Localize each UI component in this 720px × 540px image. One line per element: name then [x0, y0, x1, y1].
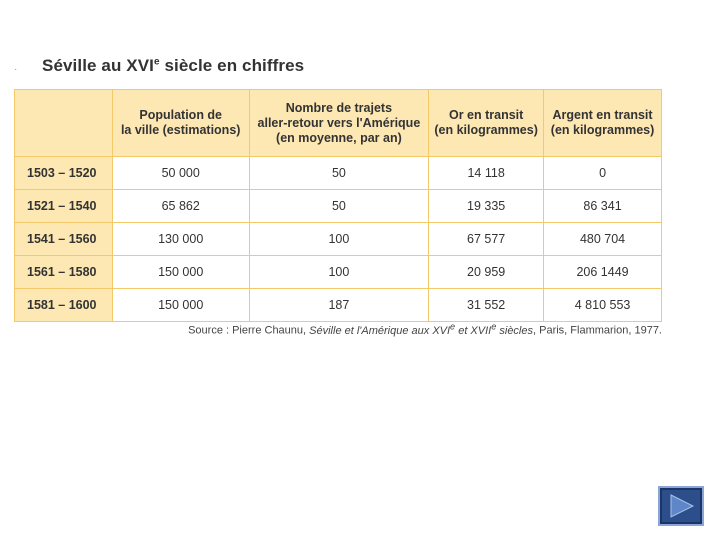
- statistics-table: [14, 89, 662, 322]
- table-row: [15, 289, 662, 322]
- cell-silver: 86 341: [544, 190, 662, 223]
- header-silver: Argent en transit (en kilogrammes): [544, 90, 662, 157]
- row-period: 1581 – 1600: [15, 289, 113, 322]
- cell-silver: 480 704: [544, 223, 662, 256]
- table-row: [15, 157, 662, 190]
- cell-population: 150 000: [112, 256, 249, 289]
- cell-population: 130 000: [112, 223, 249, 256]
- table-row: [15, 256, 662, 289]
- source-citation: Source : Pierre Chaunu, Séville et l'Amérique aux XVIe et XVIIe siècles, Paris, Flammarion, 1977.: [188, 321, 662, 337]
- row-period: 1561 – 1580: [15, 256, 113, 289]
- header-trips: Nombre de trajets aller-retour vers l'Amérique (en moyenne, par an): [249, 90, 429, 157]
- cell-population: 50 000: [112, 157, 249, 190]
- cell-trips: 50: [249, 190, 429, 223]
- cell-gold: 20 959: [429, 256, 544, 289]
- row-period: 1521 – 1540: [15, 190, 113, 223]
- cell-gold: 19 335: [429, 190, 544, 223]
- cell-silver: 4 810 553: [544, 289, 662, 322]
- cell-trips: 187: [249, 289, 429, 322]
- header-gold: Or en transit (en kilogrammes): [429, 90, 544, 157]
- table-row: [15, 190, 662, 223]
- cell-silver: 0: [544, 157, 662, 190]
- cell-gold: 14 118: [429, 157, 544, 190]
- header-population: Population de la ville (estimations): [112, 90, 249, 157]
- source-book-title: Séville et l'Amérique aux XVIe et XVIIe siècles: [309, 321, 533, 337]
- next-slide-button[interactable]: [658, 486, 704, 526]
- page-title: Séville au XVIe siècle en chiffres: [42, 56, 305, 75]
- cell-trips: 100: [249, 223, 429, 256]
- play-triangle-icon: [667, 493, 695, 519]
- cell-gold: 67 577: [429, 223, 544, 256]
- table-row: [15, 223, 662, 256]
- cell-population: 150 000: [112, 289, 249, 322]
- header-corner: [15, 90, 113, 157]
- row-period: 1541 – 1560: [15, 223, 113, 256]
- cell-population: 65 862: [112, 190, 249, 223]
- bullet-marker: ·: [14, 64, 18, 75]
- cell-trips: 100: [249, 256, 429, 289]
- cell-gold: 31 552: [429, 289, 544, 322]
- cell-trips: 50: [249, 157, 429, 190]
- cell-silver: 206 1449: [544, 256, 662, 289]
- row-period: 1503 – 1520: [15, 157, 113, 190]
- table-header-row: [15, 90, 662, 157]
